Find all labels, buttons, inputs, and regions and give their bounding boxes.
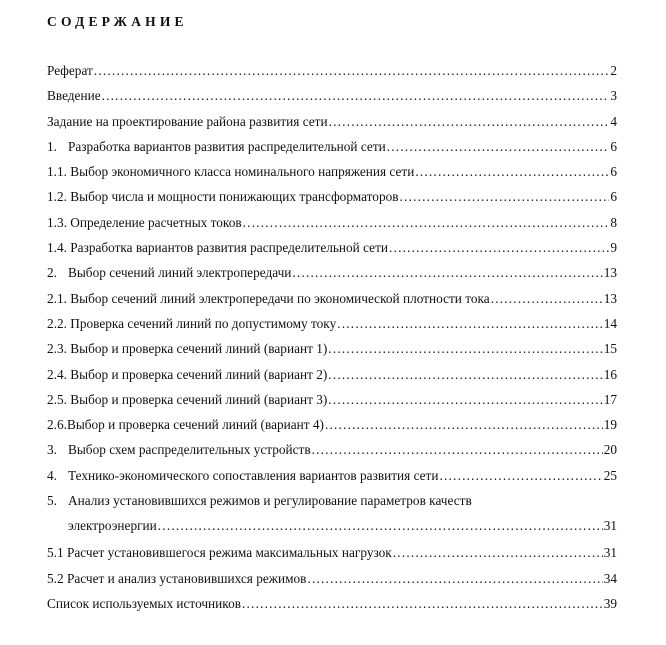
toc-entry[interactable]	[47, 164, 617, 189]
entry-label: Анализ установившихся режимов и регулирование параметров качеств	[68, 493, 472, 509]
entry-label: 2.1. Выбор сечений линий электропередачи по экономической плотности тока	[47, 290, 490, 306]
entry-page-number: 20	[603, 442, 617, 458]
toc-entry[interactable]	[47, 215, 617, 240]
entry-page-number: 25	[603, 467, 617, 483]
toc-entry[interactable]	[47, 367, 617, 392]
entry-page-number: 13	[603, 265, 617, 281]
dot-leader	[491, 291, 603, 307]
entry-page-number: 8	[610, 214, 617, 230]
dot-leader	[387, 139, 610, 155]
entry-page-number: 17	[603, 391, 617, 407]
toc-entry[interactable]	[47, 265, 617, 290]
entry-label: 2.2. Проверка сечений линий по допустимому току	[47, 315, 337, 331]
entry-label: электроэнергии	[68, 518, 157, 534]
entry-page-number: 16	[603, 366, 617, 382]
toc-entry[interactable]	[47, 442, 617, 467]
dot-leader	[439, 468, 602, 484]
entry-label: 2.6.Выбор и проверка сечений линий (вариант 4)	[47, 417, 324, 433]
dot-leader	[337, 316, 602, 332]
entry-number: 4.	[47, 467, 57, 483]
toc-title: СОДЕРЖАНИЕ	[47, 14, 188, 29]
entry-label: 1.2. Выбор числа и мощности понижающих трансформаторов	[47, 189, 399, 205]
dot-leader	[328, 367, 602, 383]
entry-label: 1.4. Разработка вариантов развития распределительной сети	[47, 240, 389, 256]
entry-label: Выбор схем распределительных устройств	[68, 442, 311, 458]
dot-leader	[328, 341, 602, 357]
toc-entry[interactable]	[47, 468, 617, 493]
dot-leader	[242, 596, 603, 612]
entry-label: 2.4. Выбор и проверка сечений линий (вариант 2)	[47, 366, 328, 382]
toc-entry[interactable]	[47, 88, 617, 113]
entry-page-number: 34	[603, 570, 617, 586]
toc-entry[interactable]	[47, 596, 617, 621]
entry-label: Задание на проектирование района развития сети	[47, 113, 328, 129]
entry-page-number: 6	[610, 138, 617, 154]
entry-page-number: 19	[603, 417, 617, 433]
dot-leader	[415, 164, 609, 180]
entry-page-number: 6	[610, 189, 617, 205]
entry-page-number: 14	[603, 315, 617, 331]
entry-label: 1.1. Выбор экономичного класса номинального напряжения сети	[47, 164, 415, 180]
dot-leader	[325, 417, 603, 433]
toc-entry[interactable]	[47, 63, 617, 88]
toc-entry[interactable]	[47, 189, 617, 214]
entry-page-number: 2	[610, 63, 617, 78]
entry-label: Выбор сечений линий электропередачи	[68, 265, 292, 281]
entry-page-number: 9	[610, 240, 617, 256]
toc-entry[interactable]	[47, 240, 617, 265]
entry-page-number: 4	[610, 113, 617, 129]
toc-entry[interactable]	[47, 316, 617, 341]
entry-label: Список используемых источников	[47, 595, 241, 611]
dot-leader	[307, 571, 602, 587]
entry-number: 3.	[47, 442, 57, 458]
entry-label: 5.1 Расчет установившегося режима максимальных нагрузок	[47, 545, 392, 561]
toc-entry[interactable]	[47, 341, 617, 366]
entry-page-number: 31	[603, 545, 617, 561]
entry-page-number: 39	[603, 595, 617, 611]
dot-leader	[328, 392, 602, 408]
entry-page-number: 6	[610, 164, 617, 180]
dot-leader	[94, 63, 610, 79]
dot-leader	[243, 215, 610, 231]
dot-leader	[312, 442, 603, 458]
dot-leader	[102, 88, 610, 104]
toc-entry[interactable]	[47, 417, 617, 442]
entry-number: 2.	[47, 265, 57, 281]
toc-entry[interactable]	[47, 545, 617, 570]
dot-leader	[393, 545, 603, 561]
entry-label: Реферат	[47, 63, 93, 78]
entry-label: 2.5. Выбор и проверка сечений линий (вариант 3)	[47, 391, 328, 407]
dot-leader	[400, 189, 610, 205]
toc-entry-5-line1[interactable]	[47, 493, 617, 518]
toc-entry[interactable]	[47, 291, 617, 316]
dot-leader	[158, 518, 603, 534]
toc-entry[interactable]	[47, 114, 617, 139]
toc-entry[interactable]	[47, 571, 617, 596]
entry-page-number: 31	[603, 518, 617, 534]
table-of-contents	[47, 63, 617, 621]
entry-label: 1.3. Определение расчетных токов	[47, 214, 242, 230]
entry-label: Разработка вариантов развития распределительной сети	[68, 138, 386, 154]
entry-number: 1.	[47, 138, 57, 154]
toc-entry[interactable]	[47, 392, 617, 417]
toc-entry[interactable]	[47, 139, 617, 164]
entry-page-number: 13	[603, 290, 617, 306]
entry-label: Технико-экономического сопоставления вариантов развития сети	[68, 467, 439, 483]
dot-leader	[389, 240, 609, 256]
entry-label: 5.2 Расчет и анализ установившихся режимов	[47, 570, 307, 586]
dot-leader	[292, 265, 602, 281]
entry-page-number: 3	[610, 88, 617, 104]
entry-label: Введение	[47, 88, 101, 104]
dot-leader	[329, 114, 610, 130]
entry-number: 5.	[47, 493, 57, 509]
entry-label: 2.3. Выбор и проверка сечений линий (вариант 1)	[47, 341, 328, 357]
toc-entry-5-line2[interactable]	[47, 518, 617, 545]
entry-page-number: 15	[603, 341, 617, 357]
